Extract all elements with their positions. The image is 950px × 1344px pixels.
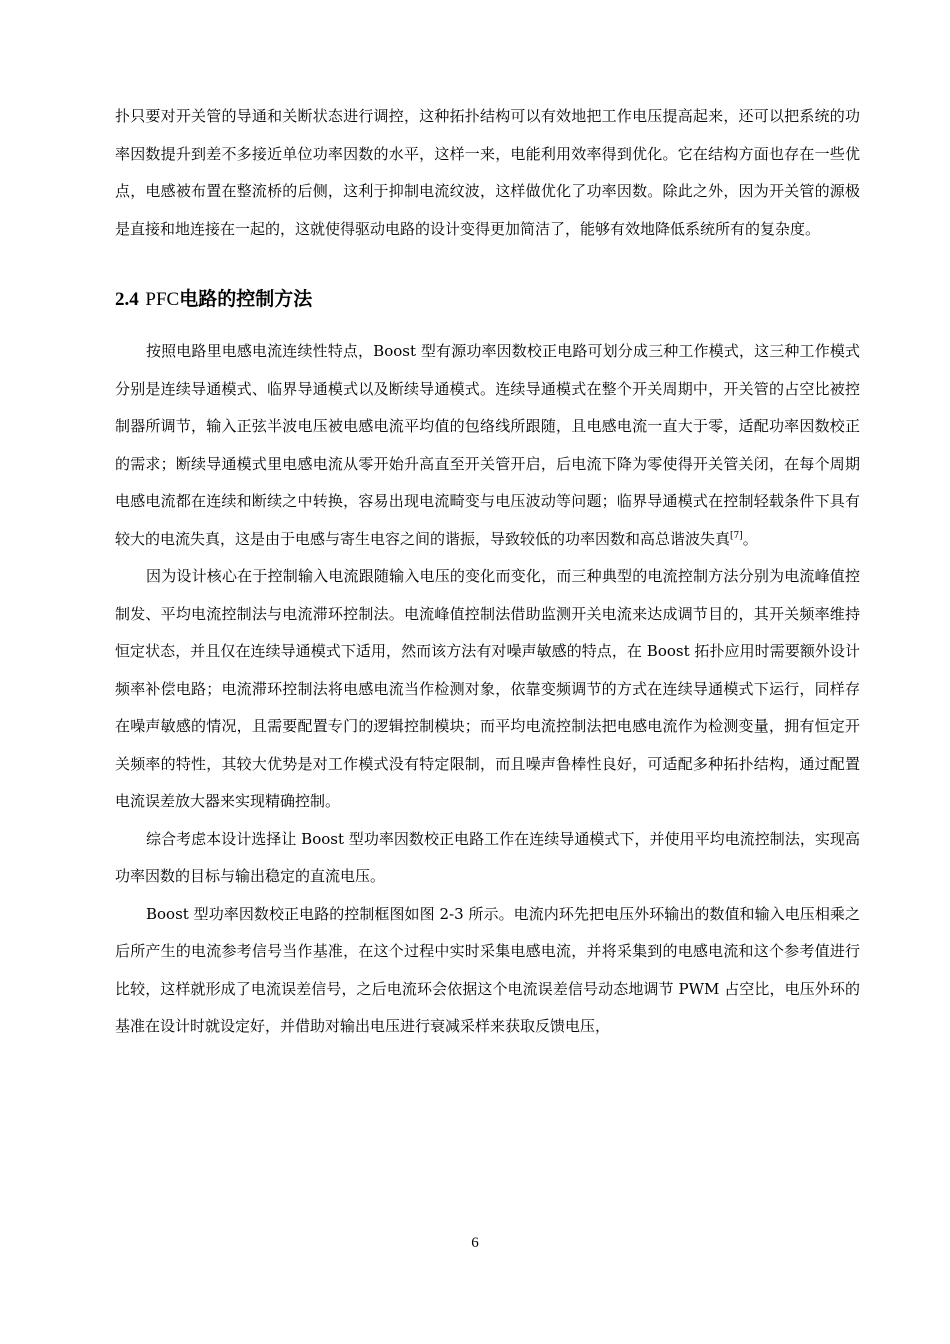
paragraph-control-methods: 因为设计核心在于控制输入电流跟随输入电压的变化而变化，而三种典型的电流控制方法分别为电流峰值控制发、平均电流控制法与电流滞环控制法。电流峰值控制法借助监测开关电流来达成调节目的，其开关频率维持恒定状态，并且仅在连续导通模式下适用，然而该方法有对噪声敏感的特点，在 Boost 拓扑应用时需要额外设计频率补偿电路；电流滞环控制法将电感电流当作检测对象，依靠变频调节的方式在连续导通模式下运行，同样存在噪声敏感的情况，且需要配置专门的逻辑控制模块；而平均电流控制法把电感电流作为检测变量，拥有恒定开关频率的特性，其较大优势是对工作模式没有特定限制，而且噪声鲁棒性良好，可适配多种拓扑结构，通过配置电流误差放大器来实现精确控制。 <box>115 567 860 810</box>
section-title: 电路的控制方法 <box>179 288 313 310</box>
paragraph-continued: 扑只要对开关管的导通和关断状态进行调控，这种拓扑结构可以有效地把工作电压提高起来，还可以把系统的功率因数提升到差不多接近单位功率因数的水平，这样一来，电能利用效率得到优化。它在结构方面也存在一些优点，电感被布置在整流桥的后侧，这利于抑制电流纹波，这样做优化了功率因数。除此之外，因为开关管的源极是直接和地连接在一起的，这就使得驱动电路的设计变得更加简洁了，能够有效地降低系统所有的复杂度。 <box>115 107 860 238</box>
section-number: 2.4 <box>115 289 139 310</box>
page-body <box>115 98 860 1046</box>
paragraph-control-diagram: Boost 型功率因数校正电路的控制框图如图 2-3 所示。电流内环先把电压外环输出的数值和输入电压相乘之后所产生的电流参考信号当作基准，在这个过程中实时采集电感电流，并将采集到的电感电流和这个参考值进行比较，这样就形成了电流误差信号，之后电流环会依据这个电流误差信号动态地调节 PWM 占空比，电压外环的基准在设计时就设定好，并借助对输出电压进行衰减采样来获取反馈电压， <box>115 904 860 1035</box>
section-heading <box>115 282 860 317</box>
paragraph-design-choice: 综合考虑本设计选择让 Boost 型功率因数校正电路工作在连续导通模式下，并使用平均电流控制法，实现高功率因数的目标与输出稳定的直流电压。 <box>115 829 860 885</box>
paragraph-suffix: 。 <box>742 529 758 548</box>
paragraph-text: 按照电路里电感电流连续性特点，Boost 型有源功率因数校正电路可划分成三种工作模式，这三种工作模式分别是连续导通模式、临界导通模式以及断续导通模式。连续导通模式在整个开关周期中，开关管的占空比被控制器所调节，输入正弦半波电压被电感电流平均值的包络线所跟随，且电感电流一直大于零，适配功率因数校正的需求；断续导通模式里电感电流从零开始升高直至开关管开启，后电流下降为零使得开关管关闭，在每个周期电感电流都在连续和断续之中转换，容易出现电流畸变与电压波动等问题；临界导通模式在控制轻载条件下具有较大的电流失真，这是由于电感与寄生电容之间的谐振，导致较低的功率因数和高总谐波失真 <box>115 342 860 548</box>
citation-ref: [7] <box>730 530 743 541</box>
page-number: 6 <box>471 1235 479 1251</box>
section-abbr: PFC <box>145 289 180 310</box>
paragraph-operating-modes <box>115 333 860 558</box>
